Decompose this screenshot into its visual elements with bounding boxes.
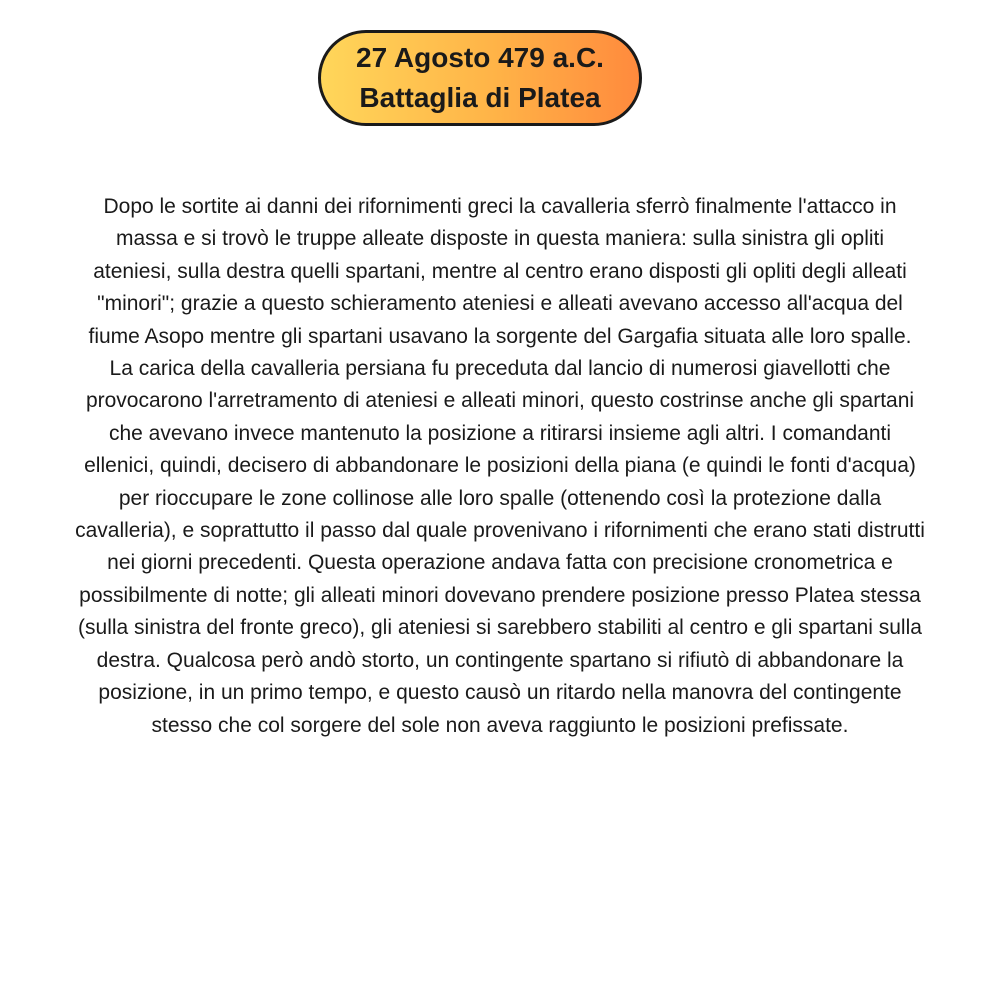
title-event: Battaglia di Platea [359, 82, 601, 113]
body-line: Dopo le sortite ai danni dei rifornimenti greci la cavalleria sferrò finalmente l'attacco in [103, 195, 897, 218]
title-date: 27 Agosto 479 a.C. [356, 42, 604, 73]
body-line: posizione, in un primo tempo, e questo causò un ritardo nella manovra del contingente [98, 681, 902, 705]
body-line: ateniesi, sulla destra quelli spartani, mentre al centro erano disposti gli opliti degli alleati [93, 259, 907, 283]
body-line: fiume Asopo mentre gli spartani usavano la sorgente del Gargafia situata alle loro spalle. [88, 324, 912, 348]
body-line: che avevano invece mantenuto la posizione a ritirarsi insieme agli altri. I comandanti [108, 421, 892, 445]
body-line: massa e si trovò le truppe alleate disposte in questa maniera: sulla sinistra gli opliti [115, 227, 885, 251]
body-paragraph [20, 191, 980, 742]
body-line: per rioccupare le zone collinose alle loro spalle (ottenendo così la protezione dalla [118, 486, 882, 510]
body-line: destra. Qualcosa però andò storto, un contingente spartano si rifiutò di abbandonare la [96, 648, 904, 672]
body-line: possibilmente di notte; gli alleati minori dovevano prendere posizione presso Platea stessa [79, 583, 921, 607]
body-line: nei giorni precedenti. Questa operazione andava fatta con precisione cronometrica e [107, 551, 893, 575]
body-line: stesso che col sorgere del sole non aveva raggiunto le posizioni prefissate. [151, 713, 849, 737]
body-line: provocarono l'arretramento di ateniesi e alleati minori, questo costrinse anche gli spartani [85, 389, 915, 413]
body-line: ellenici, quindi, decisero di abbandonare le posizioni della piana (e quindi le fonti d'acqua) [84, 454, 916, 478]
title-badge [318, 30, 642, 126]
body-line: "minori"; grazie a questo schieramento ateniesi e alleati avevano accesso all'acqua del [97, 292, 903, 316]
body-line: cavalleria), e soprattutto il passo dal quale provenivano i rifornimenti che erano stati distrutti [75, 519, 925, 543]
body-line: La carica della cavalleria persiana fu preceduta dal lancio di numerosi giavellotti che [109, 357, 891, 381]
body-line: (sulla sinistra del fronte greco), gli ateniesi si sarebbero stabiliti al centro e gli spartani sulla [78, 616, 922, 640]
